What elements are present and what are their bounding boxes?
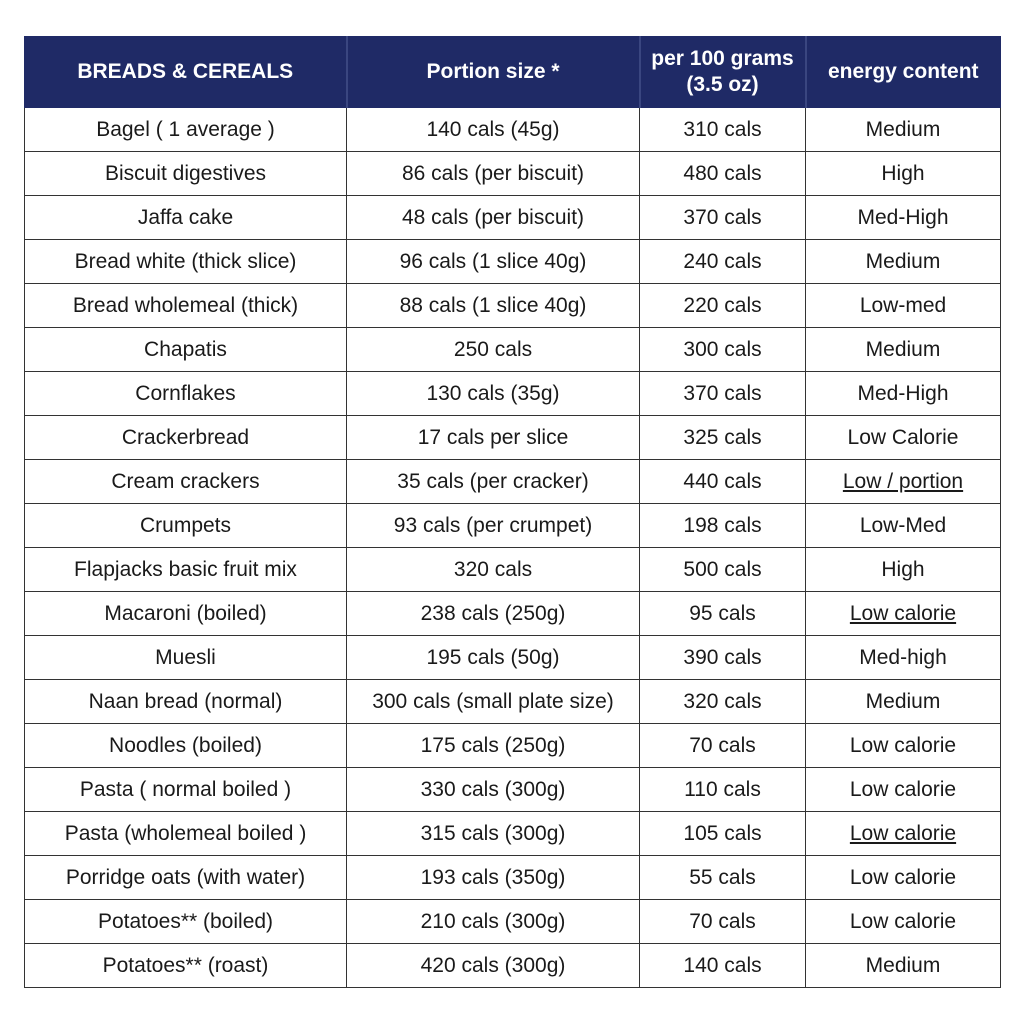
per-100g-cell: 110 cals — [640, 768, 806, 812]
table-row — [25, 372, 1001, 416]
table-row — [25, 812, 1001, 856]
food-cell: Pasta ( normal boiled ) — [25, 768, 347, 812]
table-row — [25, 592, 1001, 636]
table-row — [25, 284, 1001, 328]
per-100g-cell: 300 cals — [640, 328, 806, 372]
per-100g-cell: 140 cals — [640, 944, 806, 988]
portion-size-cell: 193 cals (350g) — [347, 856, 640, 900]
portion-size-cell: 93 cals (per crumpet) — [347, 504, 640, 548]
portion-size-cell: 35 cals (per cracker) — [347, 460, 640, 504]
food-cell: Cornflakes — [25, 372, 347, 416]
portion-size-cell: 86 cals (per biscuit) — [347, 152, 640, 196]
food-cell: Bread wholemeal (thick) — [25, 284, 347, 328]
food-cell: Bagel ( 1 average ) — [25, 108, 347, 152]
portion-size-cell: 175 cals (250g) — [347, 724, 640, 768]
portion-size-cell: 238 cals (250g) — [347, 592, 640, 636]
food-cell: Porridge oats (with water) — [25, 856, 347, 900]
energy-content-text: Low / portion — [842, 469, 964, 493]
table-row — [25, 548, 1001, 592]
per-100g-cell: 70 cals — [640, 724, 806, 768]
per-100g-cell: 55 cals — [640, 856, 806, 900]
per-100g-cell: 310 cals — [640, 108, 806, 152]
food-cell: Flapjacks basic fruit mix — [25, 548, 347, 592]
energy-content-cell: High — [806, 152, 1001, 196]
food-cell: Crumpets — [25, 504, 347, 548]
food-cell: Potatoes** (roast) — [25, 944, 347, 988]
food-cell: Naan bread (normal) — [25, 680, 347, 724]
food-cell: Biscuit digestives — [25, 152, 347, 196]
header-food: BREADS & CEREALS — [25, 37, 347, 108]
food-cell: Noodles (boiled) — [25, 724, 347, 768]
table-row — [25, 680, 1001, 724]
food-cell: Muesli — [25, 636, 347, 680]
per-100g-cell: 390 cals — [640, 636, 806, 680]
per-100g-cell: 325 cals — [640, 416, 806, 460]
energy-content-cell: Low Calorie — [806, 416, 1001, 460]
portion-size-cell: 130 cals (35g) — [347, 372, 640, 416]
per-100g-cell: 370 cals — [640, 372, 806, 416]
portion-size-cell: 96 cals (1 slice 40g) — [347, 240, 640, 284]
table-row — [25, 328, 1001, 372]
table-row — [25, 152, 1001, 196]
portion-size-cell: 315 cals (300g) — [347, 812, 640, 856]
header-energy-content: energy content — [806, 37, 1001, 108]
per-100g-cell: 198 cals — [640, 504, 806, 548]
per-100g-cell: 500 cals — [640, 548, 806, 592]
per-100g-cell: 320 cals — [640, 680, 806, 724]
table-row — [25, 108, 1001, 152]
per-100g-cell: 370 cals — [640, 196, 806, 240]
energy-content-cell: Med-high — [806, 636, 1001, 680]
table-row — [25, 856, 1001, 900]
food-cell: Macaroni (boiled) — [25, 592, 347, 636]
energy-content-cell: Low calorie — [806, 724, 1001, 768]
per-100g-cell: 95 cals — [640, 592, 806, 636]
energy-content-cell: Medium — [806, 328, 1001, 372]
energy-content-cell: Med-High — [806, 196, 1001, 240]
table-row — [25, 196, 1001, 240]
energy-content-text: Low calorie — [849, 601, 957, 625]
energy-content-cell: Med-High — [806, 372, 1001, 416]
header-per-100-grams: per 100 grams (3.5 oz) — [640, 37, 806, 108]
calorie-table — [24, 36, 1001, 988]
table-row — [25, 768, 1001, 812]
portion-size-cell: 250 cals — [347, 328, 640, 372]
per-100g-cell: 240 cals — [640, 240, 806, 284]
table-row — [25, 504, 1001, 548]
portion-size-cell: 195 cals (50g) — [347, 636, 640, 680]
energy-content-cell: Medium — [806, 680, 1001, 724]
food-cell: Pasta (wholemeal boiled ) — [25, 812, 347, 856]
food-cell: Potatoes** (boiled) — [25, 900, 347, 944]
food-cell: Jaffa cake — [25, 196, 347, 240]
per-100g-cell: 440 cals — [640, 460, 806, 504]
per-100g-cell: 105 cals — [640, 812, 806, 856]
table-body — [25, 108, 1001, 988]
food-cell: Chapatis — [25, 328, 347, 372]
food-cell: Crackerbread — [25, 416, 347, 460]
energy-content-cell: Medium — [806, 944, 1001, 988]
portion-size-cell: 210 cals (300g) — [347, 900, 640, 944]
table-row — [25, 900, 1001, 944]
portion-size-cell: 140 cals (45g) — [347, 108, 640, 152]
table-row — [25, 944, 1001, 988]
energy-content-cell: Medium — [806, 108, 1001, 152]
per-100g-cell: 220 cals — [640, 284, 806, 328]
header-portion-size: Portion size * — [347, 37, 640, 108]
portion-size-cell: 48 cals (per biscuit) — [347, 196, 640, 240]
portion-size-cell: 320 cals — [347, 548, 640, 592]
energy-content-cell: Low calorie — [806, 768, 1001, 812]
portion-size-cell: 17 cals per slice — [347, 416, 640, 460]
portion-size-cell: 88 cals (1 slice 40g) — [347, 284, 640, 328]
energy-content-cell: Low calorie — [806, 856, 1001, 900]
energy-content-cell: Medium — [806, 240, 1001, 284]
energy-content-cell: Low-med — [806, 284, 1001, 328]
food-cell: Bread white (thick slice) — [25, 240, 347, 284]
table-row — [25, 460, 1001, 504]
table-row — [25, 724, 1001, 768]
energy-content-cell — [806, 812, 1001, 856]
food-cell: Cream crackers — [25, 460, 347, 504]
header-row — [25, 37, 1001, 108]
per-100g-cell: 480 cals — [640, 152, 806, 196]
table-row — [25, 636, 1001, 680]
energy-content-cell: Low calorie — [806, 900, 1001, 944]
table-row — [25, 416, 1001, 460]
energy-content-cell: Low-Med — [806, 504, 1001, 548]
energy-content-cell — [806, 460, 1001, 504]
portion-size-cell: 300 cals (small plate size) — [347, 680, 640, 724]
energy-content-cell — [806, 592, 1001, 636]
portion-size-cell: 420 cals (300g) — [347, 944, 640, 988]
table-row — [25, 240, 1001, 284]
energy-content-text: Low calorie — [849, 821, 957, 845]
per-100g-cell: 70 cals — [640, 900, 806, 944]
energy-content-cell: High — [806, 548, 1001, 592]
portion-size-cell: 330 cals (300g) — [347, 768, 640, 812]
